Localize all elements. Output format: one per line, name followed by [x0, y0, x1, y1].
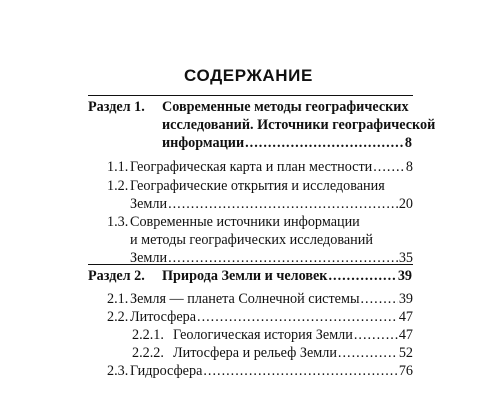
section-1-label: Раздел 1. [88, 99, 145, 115]
entry-2-1-number: 2.1. [107, 291, 129, 307]
entry-1-2-title-line-1: Географические открытия и исследования [130, 178, 385, 194]
leader-dots [338, 345, 398, 361]
entry-1-2 [130, 196, 413, 212]
section-1-title-text: информации [162, 135, 245, 151]
entry-2-2-2-number: 2.2.2. [132, 345, 164, 361]
entry-1-3-number: 1.3. [107, 214, 129, 230]
entry-2-2-2 [173, 345, 413, 361]
entry-2-1-page: 39 [398, 291, 413, 307]
section-1-page: 8 [404, 135, 412, 151]
entry-2-1 [130, 291, 413, 307]
entry-2-2-1-title: Геологическая история Земли [173, 327, 353, 343]
entry-2-2-1-page: 47 [398, 327, 413, 343]
section-2-title-line [162, 268, 412, 284]
entry-2-1-title: Земля — планета Солнечной системы [130, 291, 360, 307]
entry-2-2-1-number: 2.2.1. [132, 327, 164, 343]
section-2-title-text: Природа Земли и человек [162, 268, 328, 284]
entry-2-2 [130, 309, 413, 325]
leader-dots [168, 196, 398, 212]
entry-1-3-page: 35 [398, 250, 413, 266]
leader-dots [361, 291, 398, 307]
entry-1-2-title-line-2: Земли [130, 196, 168, 212]
entry-1-2-page: 20 [398, 196, 413, 212]
section-divider [88, 264, 413, 265]
entry-2-2-title: Литосфера [130, 309, 197, 325]
entry-1-1 [130, 159, 413, 175]
section-1-title-line-1: Современные методы географических [162, 99, 409, 115]
entry-2-2-page: 47 [398, 309, 413, 325]
entry-1-3-title-line-3: Земли [130, 250, 168, 266]
entry-1-3-title-line-2: и методы географических исследований [130, 232, 373, 248]
page-title: СОДЕРЖАНИЕ [184, 66, 313, 85]
section-1-title-line-3 [162, 135, 412, 151]
entry-1-3-title-line-1: Современные источники информации [130, 214, 360, 230]
top-divider [88, 95, 413, 96]
leader-dots [203, 363, 397, 379]
section-2-label: Раздел 2. [88, 268, 145, 284]
entry-1-1-number: 1.1. [107, 159, 129, 175]
leader-dots [197, 309, 398, 325]
entry-2-2-1 [173, 327, 413, 343]
entry-2-3-number: 2.3. [107, 363, 129, 379]
entry-2-2-2-page: 52 [398, 345, 413, 361]
leader-dots [328, 268, 396, 284]
entry-2-2-2-title: Литосфера и рельеф Земли [173, 345, 337, 361]
entry-2-3-title: Гидросфера [130, 363, 203, 379]
entry-2-3-page: 76 [398, 363, 413, 379]
leader-dots [245, 135, 404, 151]
entry-2-3 [130, 363, 413, 379]
section-1-title-line-2: исследований. Источники географической [162, 117, 436, 133]
entry-1-1-page: 8 [405, 159, 413, 175]
entry-1-2-number: 1.2. [107, 178, 129, 194]
leader-dots [354, 327, 398, 343]
leader-dots [373, 159, 405, 175]
entry-2-2-number: 2.2. [107, 309, 129, 325]
section-2-page: 39 [397, 268, 412, 284]
entry-1-1-title: Географическая карта и план местности [130, 159, 373, 175]
